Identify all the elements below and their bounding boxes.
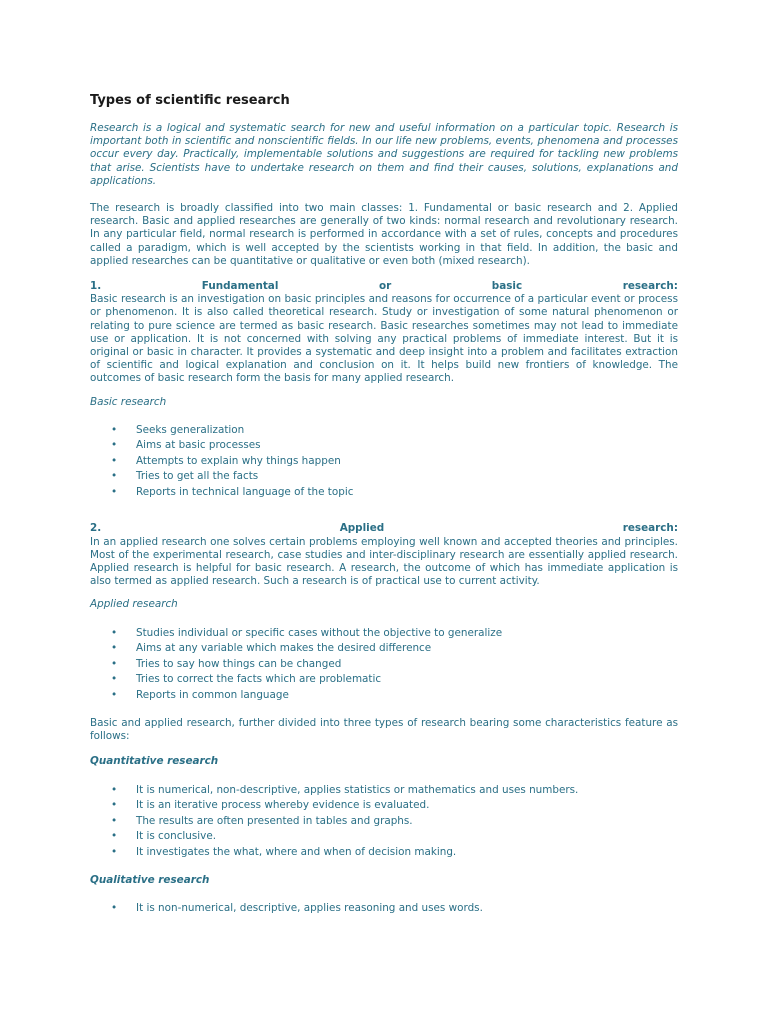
applied-heading-word-2: research: (622, 522, 678, 535)
quantitative-research-list (90, 783, 678, 861)
list-item: • Studies individual or specific cases without the objective to generalize (90, 626, 678, 642)
list-item: • Tries to correct the facts which are problematic (90, 672, 678, 688)
bullet-icon: • (111, 799, 118, 812)
qualitative-research-list (90, 901, 678, 917)
applied-research-list (90, 626, 678, 704)
bullet-icon: • (111, 626, 118, 639)
basic-research-list (90, 423, 678, 501)
page-title: Types of scientific research (90, 93, 290, 108)
bullet-icon: • (111, 830, 118, 843)
bullet-icon: • (111, 485, 118, 498)
list-item: • It is conclusive. (90, 829, 678, 845)
list-item: • Aims at basic processes (90, 438, 678, 454)
bullet-icon: • (111, 814, 118, 827)
bullet-icon: • (111, 783, 118, 796)
list-item: • Attempts to explain why things happen (90, 454, 678, 470)
applied-heading-word-1: Applied (339, 522, 385, 535)
fundamental-heading-word-3: basic (491, 280, 523, 293)
quantitative-research-label: Quantitative research (90, 755, 219, 768)
applied-heading (90, 522, 678, 535)
list-item: • It is non-numerical, descriptive, applies reasoning and uses words. (90, 901, 678, 917)
fundamental-heading-word-1: Fundamental (201, 280, 279, 293)
bullet-icon: • (111, 657, 118, 670)
fundamental-heading-word-2: or (378, 280, 392, 293)
list-item: • It is an iterative process whereby evidence is evaluated. (90, 798, 678, 814)
fundamental-paragraph: Basic research is an investigation on basic principles and reasons for occurrence of a particular event or process or phenomenon. It is also called theoretical research. Study or investigation of some natural phenomenon or relating to pure science are termed as basic research. Basic researches sometimes may not lead to immediate use or application. It is not concerned with solving any practical problems of immediate interest. But it is original or basic in character. It provides a systematic and deep insight into a problem and facilitates extraction of scientific and logical explanation and conclusion on it. It helps build new frontiers of knowledge. The outcomes of basic research form the basis for many applied research. (90, 293, 678, 385)
applied-research-label: Applied research (90, 598, 178, 611)
intro-paragraph: Research is a logical and systematic search for new and useful information on a particular topic. Research is important both in scientific and nonscientific fields. In our life new problems, events, phenomena and processes occur every day. Practically, implementable solutions and suggestions are required for tackling new problems that arise. Scientists have to undertake research on them and find their causes, solutions, explanations and applications. (90, 122, 678, 187)
list-item: • Tries to get all the facts (90, 469, 678, 485)
bullet-icon: • (111, 902, 118, 915)
list-item: • It investigates the what, where and when of decision making. (90, 845, 678, 861)
classification-paragraph: The research is broadly classified into two main classes: 1. Fundamental or basic research and 2. Applied research. Basic and applied researches are generally of two kinds: normal research and revolutionary research. In any particular field, normal research is performed in accordance with a set of rules, concepts and procedures called a paradigm, which is well accepted by the scientists working in that field. In addition, the basic and applied researches can be quantitative or qualitative or even both (mixed research). (90, 202, 678, 267)
fundamental-heading-number: 1. (90, 280, 102, 293)
bullet-icon: • (111, 688, 118, 701)
list-item: • Reports in common language (90, 688, 678, 704)
fundamental-heading-word-4: research: (622, 280, 678, 293)
further-paragraph: Basic and applied research, further divided into three types of research bearing some characteristics feature as follows: (90, 717, 678, 743)
bullet-icon: • (111, 439, 118, 452)
list-item: • It is numerical, non-descriptive, applies statistics or mathematics and uses numbers. (90, 783, 678, 799)
applied-heading-number: 2. (90, 522, 102, 535)
document-page (90, 92, 678, 931)
applied-paragraph: In an applied research one solves certain problems employing well known and accepted theories and principles. Most of the experimental research, case studies and inter-disciplinary research are essentially applied research. Applied research is helpful for basic research. A research, the outcome of which has immediate application is also termed as applied research. Such a research is of practical use to current activity. (90, 535, 678, 588)
bullet-icon: • (111, 423, 118, 436)
bullet-icon: • (111, 845, 118, 858)
list-item: • Tries to say how things can be changed (90, 657, 678, 673)
list-item: • Seeks generalization (90, 423, 678, 439)
bullet-icon: • (111, 454, 118, 467)
fundamental-heading (90, 280, 678, 293)
bullet-icon: • (111, 470, 118, 483)
qualitative-research-label: Qualitative research (90, 874, 210, 887)
list-item: • Aims at any variable which makes the desired difference (90, 641, 678, 657)
bullet-icon: • (111, 642, 118, 655)
list-item: • Reports in technical language of the topic (90, 485, 678, 501)
bullet-icon: • (111, 673, 118, 686)
list-item: • The results are often presented in tables and graphs. (90, 814, 678, 830)
basic-research-label: Basic research (90, 395, 167, 408)
